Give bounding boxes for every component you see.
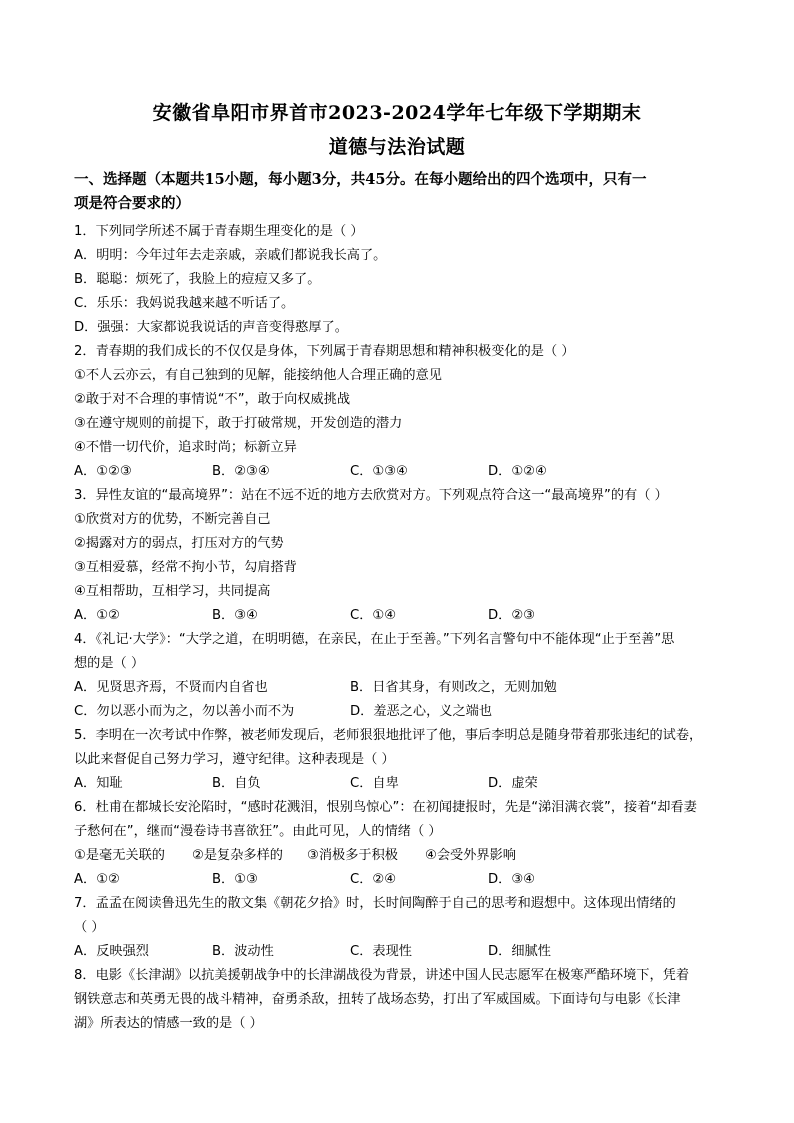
question-2-option-b: B．②③④ (212, 464, 270, 479)
question-6-stem-cont: 子愁何在”，继而“漫卷诗书喜欲狂”。由此可见，人的情绪（ ） (74, 824, 442, 839)
question-3-option-c: C．①④ (350, 608, 397, 623)
question-2-statement-2: ②敢于对不合理的事情说“不”，敢于向权威挑战 (74, 392, 351, 407)
question-2-stem: 2．青春期的我们成长的不仅仅是身体，下列属于青春期思想和精神积极变化的是（ ） (74, 344, 575, 359)
question-5-stem-cont: 以此来督促自己努力学习，遵守纪律。这种表现是（ ） (74, 752, 395, 767)
question-5-option-a: A．知耻 (74, 776, 123, 791)
question-8-stem: 8．电影《长津湖》以抗美援朝战争中的长津湖战役为背景，讲述中国人民志愿军在极寒严酷环境下，凭着 (74, 968, 690, 983)
question-6-stem: 6．杜甫在都城长安沦陷时，“感时花溅泪，恨别鸟惊心”：在初闻捷报时，先是“涕泪满衣裳”，接着“却看妻 (74, 800, 697, 815)
question-3-option-d: D．②③ (488, 608, 535, 623)
question-2-statement-3: ③在遵守规则的前提下，敢于打破常规，开发创造的潜力 (74, 416, 403, 431)
question-8-stem-end: 湖》所表达的情感一致的是（ ） (74, 1016, 263, 1031)
question-2-option-a: A．①②③ (74, 464, 132, 479)
question-6-option-c: C．②④ (350, 872, 397, 887)
question-2-option-d: D．①②④ (488, 464, 547, 479)
question-7-stem-cont: （ ） (74, 920, 105, 935)
question-6-statement-4: ④会受外界影响 (425, 848, 516, 863)
question-4-option-d: D．羞恶之心，义之端也 (350, 704, 493, 719)
question-4-stem-cont: 想的是（ ） (74, 656, 145, 671)
question-1-option-b: B．聪聪：烦死了，我脸上的痘痘又多了。 (74, 272, 321, 287)
question-6-option-b: B．①③ (212, 872, 258, 887)
question-5-option-c: C．自卑 (350, 776, 399, 791)
question-1-option-c: C．乐乐：我妈说我越来越不听话了。 (74, 296, 295, 311)
section-heading: 一、选择题（本题共15小题，每小题3分，共45分。在每小题给出的四个选项中，只有一 (74, 171, 647, 188)
question-4-option-a: A．见贤思齐焉，不贤而内自省也 (74, 680, 268, 695)
question-3-statement-3: ③互相爱慕，经常不拘小节，勾肩搭背 (74, 560, 297, 575)
question-6-option-a: A．①② (74, 872, 120, 887)
question-3-option-b: B．③④ (212, 608, 258, 623)
question-2-option-c: C．①③④ (350, 464, 408, 479)
question-6-option-d: D．③④ (488, 872, 535, 887)
question-3-statement-4: ④互相帮助，互相学习，共同提高 (74, 584, 271, 599)
question-2-statement-4: ④不惜一切代价，追求时尚；标新立异 (74, 440, 297, 455)
question-7-stem: 7．孟孟在阅读鲁迅先生的散文集《朝花夕拾》时，长时间陶醉于自己的思考和遐想中。这体现出情绪的 (74, 896, 676, 911)
question-1-option-d: D．强强：大家都说我说话的声音变得憨厚了。 (74, 320, 348, 335)
question-6-statement-1: ①是毫无关联的 (74, 848, 165, 863)
question-5-stem: 5．李明在一次考试中作弊，被老师发现后，老师狠狠地批评了他，事后李明总是随身带着那张违纪的试卷， (74, 728, 703, 743)
question-5-option-d: D．虚荣 (488, 776, 538, 791)
question-6-statement-3: ③消极多于积极 (307, 848, 398, 863)
question-7-option-b: B．波动性 (212, 944, 274, 959)
question-4-option-b: B．日省其身，有则改之，无则加勉 (350, 680, 557, 695)
question-2-statement-1: ①不人云亦云，有自己独到的见解，能接纳他人合理正确的意见 (74, 368, 442, 383)
question-3-option-a: A．①② (74, 608, 120, 623)
question-1-stem: 1．下列同学所述不属于青春期生理变化的是（ ） (74, 224, 364, 239)
question-3-stem: 3．异性友谊的“最高境界”：站在不远不近的地方去欣赏对方。下列观点符合这一“最高境界”的有（ ） (74, 488, 668, 503)
exam-subtitle: 道德与法治试题 (328, 136, 466, 158)
question-7-option-d: D．细腻性 (488, 944, 551, 959)
question-8-stem-cont: 钢铁意志和英勇无畏的战斗精神，奋勇杀敌，扭转了战场态势，打出了军威国威。下面诗句与电影《长津 (74, 992, 681, 1007)
question-3-statement-2: ②揭露对方的弱点，打压对方的气势 (74, 536, 284, 551)
exam-title: 安徽省阜阳市界首市2023-2024学年七年级下学期期末 (152, 102, 642, 124)
question-4-option-c: C．勿以恶小而为之，勿以善小而不为 (74, 704, 295, 719)
question-4-stem: 4．《礼记·大学》：“大学之道，在明明德，在亲民，在止于至善。”下列名言警句中不能体现“止于至善”思 (74, 632, 675, 647)
question-7-option-a: A．反映强烈 (74, 944, 149, 959)
question-5-option-b: B．自负 (212, 776, 261, 791)
question-3-statement-1: ①欣赏对方的优势，不断完善自己 (74, 512, 271, 527)
section-heading-cont: 项是符合要求的） (74, 195, 190, 212)
question-6-statement-2: ②是复杂多样的 (192, 848, 283, 863)
question-7-option-c: C．表现性 (350, 944, 412, 959)
question-1-option-a: A．明明：今年过年去走亲戚，亲戚们都说我长高了。 (74, 248, 387, 263)
